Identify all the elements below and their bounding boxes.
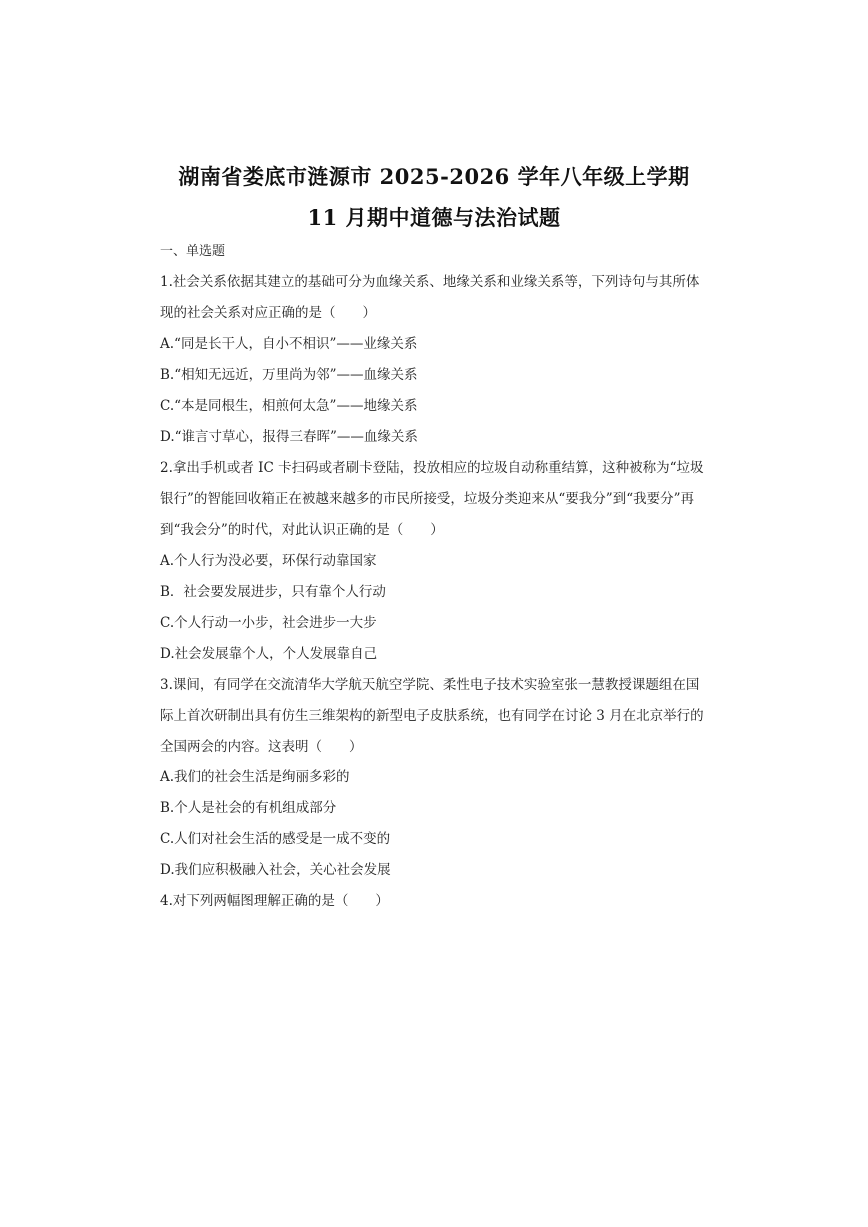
question-3-stem-line-1: 3.课间，有同学在交流清华大学航天航空学院、柔性电子技术实验室张一慧教授课题组在国 (160, 677, 700, 693)
question-2-option-a: A.个人行为没必要，环保行动靠国家 (160, 553, 377, 569)
question-1-option-d: D.“谁言寸草心，报得三春晖”——血缘关系 (160, 429, 418, 445)
question-3-option-c: C.人们对社会生活的感受是一成不变的 (160, 831, 391, 847)
question-1-option-a: A.“同是长干人，自小不相识”——业缘关系 (160, 336, 418, 352)
question-1-stem-line-1: 1.社会关系依据其建立的基础可分为血缘关系、地缘关系和业缘关系等，下列诗句与其所体 (160, 274, 700, 290)
question-2-stem-line-2: 银行”的智能回收箱正在被越来越多的市民所接受，垃圾分类迎来从“要我分”到“我要分”再 (160, 491, 695, 507)
question-3-stem-line-2: 际上首次研制出具有仿生三维架构的新型电子皮肤系统，也有同学在讨论 3 月在北京举行的 (160, 708, 704, 724)
question-2-option-b: B．社会要发展进步，只有靠个人行动 (160, 584, 386, 600)
question-3-option-a: A.我们的社会生活是绚丽多彩的 (160, 769, 350, 785)
question-2-stem-line-1: 2.拿出手机或者 IC 卡扫码或者刷卡登陆，投放相应的垃圾自动称重结算，这种被称为“垃圾 (160, 460, 704, 476)
document-title-line-2: 11 月期中道德与法治试题 (307, 205, 561, 230)
question-3-option-d: D.我们应积极融入社会，关心社会发展 (160, 862, 391, 878)
question-4-stem-line-1: 4.对下列两幅图理解正确的是（ ） (160, 893, 389, 909)
question-2-stem-line-3: 到“我会分”的时代，对此认识正确的是（ ） (160, 522, 444, 538)
document-title-line-1: 湖南省娄底市涟源市 2025-2026 学年八年级上学期 (178, 164, 690, 189)
question-2-option-c: C.个人行动一小步，社会进步一大步 (160, 615, 377, 631)
question-2-option-d: D.社会发展靠个人，个人发展靠自己 (160, 646, 378, 662)
question-3-option-b: B.个人是社会的有机组成部分 (160, 800, 337, 816)
section-heading: 一、单选题 (160, 244, 226, 259)
question-3-stem-line-3: 全国两会的内容。这表明（ ） (160, 739, 363, 755)
question-1-option-c: C.“本是同根生，相煎何太急”——地缘关系 (160, 398, 418, 414)
question-1-stem-line-2: 现的社会关系对应正确的是（ ） (160, 305, 376, 321)
question-1-option-b: B.“相知无远近，万里尚为邻”——血缘关系 (160, 367, 418, 383)
